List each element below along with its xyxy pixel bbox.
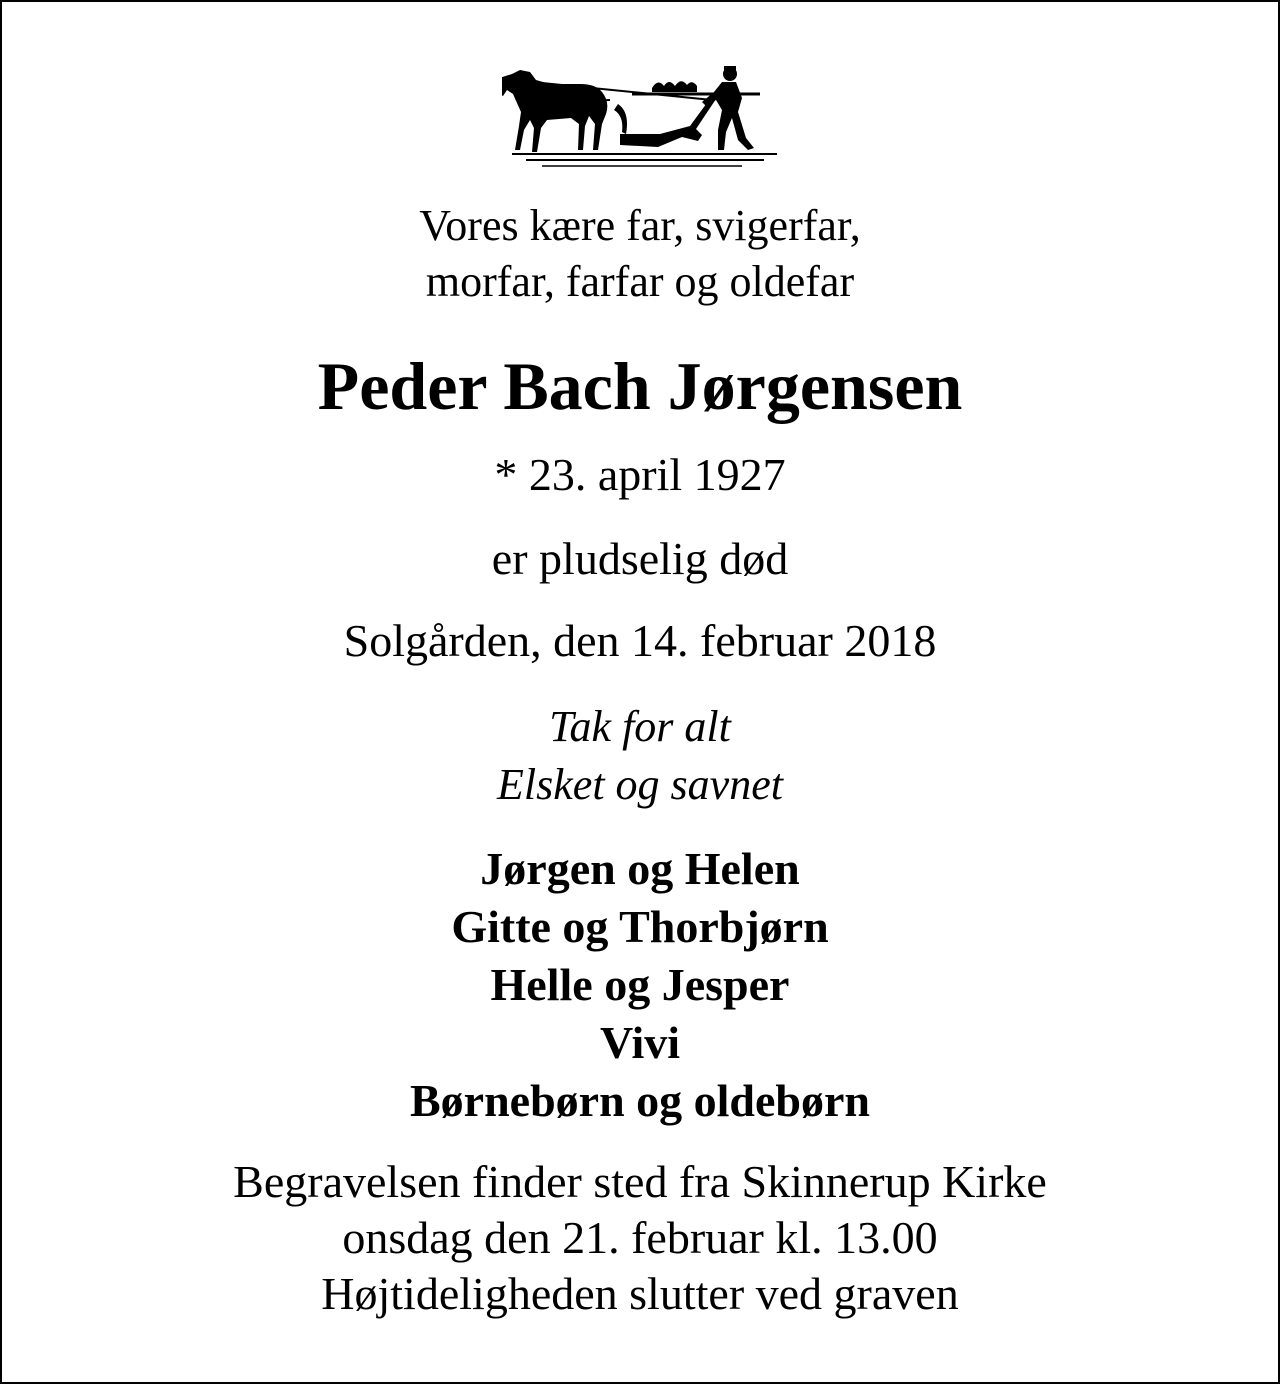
family-member: Helle og Jesper — [490, 959, 790, 1010]
funeral-info — [2, 1154, 1278, 1322]
thanks-text — [2, 698, 1278, 814]
place-and-death-date: Solgården, den 14. februar 2018 — [343, 615, 937, 666]
deceased-name: Peder Bach Jørgensen — [317, 348, 963, 424]
funeral-line: Højtideligheden slutter ved graven — [321, 1268, 959, 1319]
thanks-line: Tak for alt — [549, 702, 731, 751]
thanks-line: Elsket og savnet — [497, 760, 783, 809]
horse-plough-icon — [502, 60, 782, 172]
family-member: Jørgen og Helen — [480, 843, 800, 894]
funeral-line: onsdag den 21. februar kl. 13.00 — [342, 1212, 938, 1263]
family-member: Børnebørn og oldebørn — [409, 1075, 871, 1126]
family-list — [2, 840, 1278, 1130]
family-member: Vivi — [599, 1017, 681, 1068]
intro-text — [2, 198, 1278, 310]
death-announcement: er pludselig død — [491, 533, 789, 584]
funeral-line: Begravelsen finder sted fra Skinnerup Kirke — [233, 1156, 1047, 1207]
intro-line: Vores kære far, svigerfar, — [419, 201, 861, 250]
family-member: Gitte og Thorbjørn — [451, 901, 829, 952]
intro-line: morfar, farfar og oldefar — [425, 257, 855, 306]
birth-date: * 23. april 1927 — [494, 449, 786, 500]
